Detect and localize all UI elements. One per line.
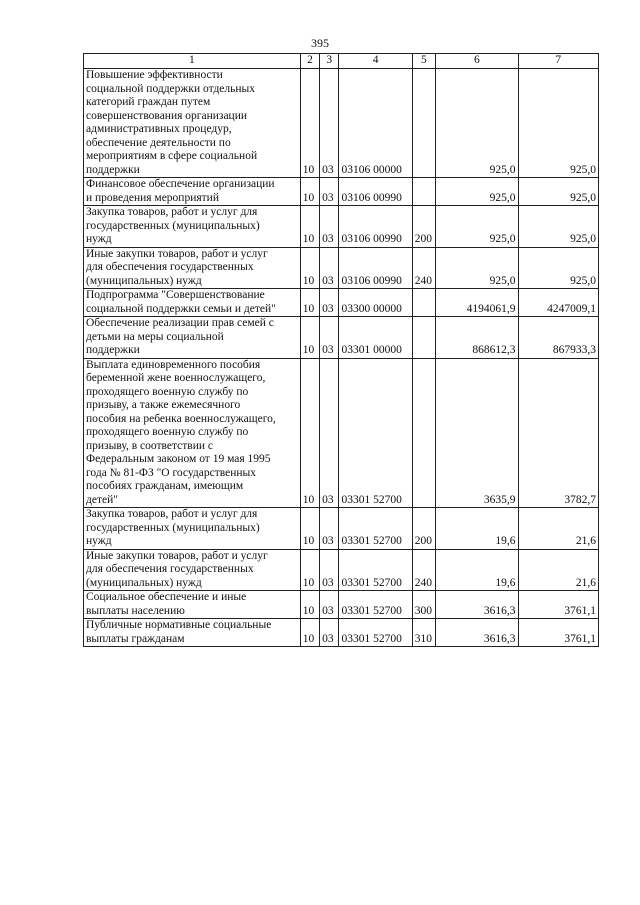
row-name-cell: Подпрограмма "Совершенствование социальной поддержки семьи и детей"	[84, 289, 301, 317]
table-row	[84, 289, 599, 317]
target-article-cell: 03106 00990	[339, 178, 412, 206]
expense-type-cell	[412, 69, 435, 178]
row-name-cell: Социальное обеспечение и иные выплаты населению	[84, 591, 301, 619]
row-name-cell: Иные закупки товаров, работ и услуг для обеспечения государственных (муниципальных) нужд	[84, 549, 301, 591]
table-row	[84, 317, 599, 359]
amount-year2-cell: 925,0	[518, 178, 598, 206]
subsection-cell: 03	[320, 206, 339, 248]
table-row	[84, 549, 599, 591]
subsection-cell: 03	[320, 549, 339, 591]
subsection-cell: 03	[320, 247, 339, 289]
target-article-cell: 03106 00990	[339, 247, 412, 289]
section-cell: 10	[300, 508, 319, 550]
amount-year2-cell: 4247009,1	[518, 289, 598, 317]
column-header: 4	[339, 54, 412, 69]
subsection-cell: 03	[320, 317, 339, 359]
page-number: 395	[311, 36, 329, 50]
table-row	[84, 591, 599, 619]
amount-year1-cell: 19,6	[436, 508, 518, 550]
row-name-cell: Обеспечение реализации прав семей с детьми на меры социальной поддержки	[84, 317, 301, 359]
row-name-cell: Повышение эффективности социальной поддержки отдельных категорий граждан путем совершенствования организации административных процедур, обеспечение деятельности по мероприятиям в сфере социальной поддержки	[84, 69, 301, 178]
target-article-cell: 03301 52700	[339, 358, 412, 508]
section-cell: 10	[300, 591, 319, 619]
amount-year1-cell: 868612,3	[436, 317, 518, 359]
amount-year1-cell: 925,0	[436, 69, 518, 178]
column-header: 1	[84, 54, 301, 69]
expense-type-cell	[412, 317, 435, 359]
table-row	[84, 247, 599, 289]
amount-year1-cell: 4194061,9	[436, 289, 518, 317]
target-article-cell: 03301 52700	[339, 508, 412, 550]
target-article-cell: 03300 00000	[339, 289, 412, 317]
table-row	[84, 619, 599, 647]
expense-type-cell	[412, 289, 435, 317]
column-header: 3	[320, 54, 339, 69]
amount-year1-cell: 925,0	[436, 206, 518, 248]
target-article-cell: 03106 00990	[339, 206, 412, 248]
amount-year1-cell: 925,0	[436, 247, 518, 289]
section-cell: 10	[300, 206, 319, 248]
column-header: 2	[300, 54, 319, 69]
budget-table	[83, 53, 599, 647]
row-name-cell: Публичные нормативные социальные выплаты гражданам	[84, 619, 301, 647]
column-header: 6	[436, 54, 518, 69]
expense-type-cell: 310	[412, 619, 435, 647]
section-cell: 10	[300, 619, 319, 647]
row-name-cell: Выплата единовременного пособия беременной жене военнослужащего, проходящего военную службу по призыву, а также ежемесячного пособия на ребенка военнослужащего, проходящего военную службу по призыву, в соответствии с Федеральным законом от 19 мая 1995 года № 81-ФЗ "О государственных пособиях гражданам, имеющим детей"	[84, 358, 301, 508]
section-cell: 10	[300, 247, 319, 289]
section-cell: 10	[300, 317, 319, 359]
subsection-cell: 03	[320, 508, 339, 550]
table-row	[84, 206, 599, 248]
amount-year2-cell: 867933,3	[518, 317, 598, 359]
target-article-cell: 03301 52700	[339, 591, 412, 619]
expense-type-cell	[412, 358, 435, 508]
section-cell: 10	[300, 549, 319, 591]
subsection-cell: 03	[320, 289, 339, 317]
subsection-cell: 03	[320, 619, 339, 647]
row-name-cell: Финансовое обеспечение организации и проведения мероприятий	[84, 178, 301, 206]
amount-year2-cell: 925,0	[518, 247, 598, 289]
target-article-cell: 03301 00000	[339, 317, 412, 359]
column-header: 7	[518, 54, 598, 69]
amount-year2-cell: 21,6	[518, 549, 598, 591]
amount-year1-cell: 3635,9	[436, 358, 518, 508]
row-name-cell: Закупка товаров, работ и услуг для государственных (муниципальных) нужд	[84, 206, 301, 248]
expense-type-cell	[412, 178, 435, 206]
section-cell: 10	[300, 178, 319, 206]
amount-year1-cell: 925,0	[436, 178, 518, 206]
expense-type-cell: 300	[412, 591, 435, 619]
amount-year2-cell: 925,0	[518, 69, 598, 178]
row-name-cell: Закупка товаров, работ и услуг для государственных (муниципальных) нужд	[84, 508, 301, 550]
section-cell: 10	[300, 358, 319, 508]
table-row	[84, 358, 599, 508]
column-header: 5	[412, 54, 435, 69]
section-cell: 10	[300, 69, 319, 178]
section-cell: 10	[300, 289, 319, 317]
amount-year1-cell: 19,6	[436, 549, 518, 591]
target-article-cell: 03301 52700	[339, 619, 412, 647]
subsection-cell: 03	[320, 358, 339, 508]
subsection-cell: 03	[320, 178, 339, 206]
subsection-cell: 03	[320, 591, 339, 619]
table-header-row	[84, 54, 599, 69]
expense-type-cell: 200	[412, 508, 435, 550]
amount-year2-cell: 3761,1	[518, 619, 598, 647]
amount-year2-cell: 3761,1	[518, 591, 598, 619]
target-article-cell: 03106 00000	[339, 69, 412, 178]
amount-year1-cell: 3616,3	[436, 619, 518, 647]
target-article-cell: 03301 52700	[339, 549, 412, 591]
expense-type-cell: 240	[412, 247, 435, 289]
table-row	[84, 508, 599, 550]
row-name-cell: Иные закупки товаров, работ и услуг для обеспечения государственных (муниципальных) нужд	[84, 247, 301, 289]
table-row	[84, 69, 599, 178]
amount-year2-cell: 3782,7	[518, 358, 598, 508]
table-row	[84, 178, 599, 206]
amount-year1-cell: 3616,3	[436, 591, 518, 619]
amount-year2-cell: 925,0	[518, 206, 598, 248]
expense-type-cell: 240	[412, 549, 435, 591]
subsection-cell: 03	[320, 69, 339, 178]
expense-type-cell: 200	[412, 206, 435, 248]
amount-year2-cell: 21,6	[518, 508, 598, 550]
